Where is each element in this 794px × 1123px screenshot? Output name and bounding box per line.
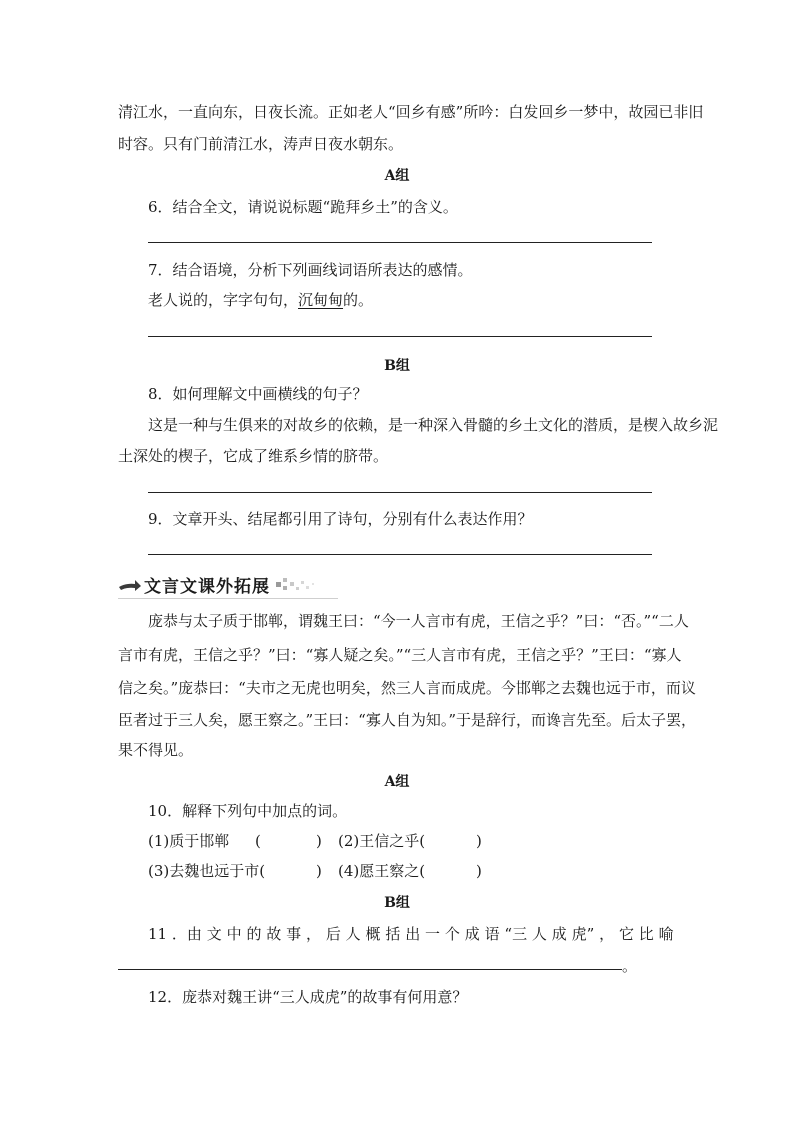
passage-line-4: 臣者过于三人矣，愿王察之。”王曰：“寡人自为知。”于是辞行，而谗言先至。后太子罢，	[118, 711, 697, 729]
q10-item-1: (1)质于邯郸	[148, 832, 230, 850]
intro-line-1: 清江水，一直向东，日夜长流。正如老人“回乡有感”所吟：白发回乡一梦中，故园已非旧	[118, 103, 704, 121]
q11-char: 虎”	[571, 925, 595, 943]
q11-char: ，	[305, 925, 321, 943]
answer-line-8[interactable]	[148, 492, 652, 493]
q11-end-mark: 。	[622, 957, 638, 975]
q11-char: ．由	[171, 925, 202, 943]
answer-line-9[interactable]	[148, 554, 652, 555]
group-b-heading: B组	[384, 358, 410, 374]
arrow-icon	[118, 572, 142, 596]
question-7: 7．结合语境，分析下列画线词语所表达的感情。	[148, 261, 473, 279]
q11-char: 人	[345, 925, 361, 943]
question-6: 6．结合全文，请说说标题“跪拜乡土”的含义。	[148, 198, 458, 216]
q10-blank-4-close: )	[476, 862, 482, 880]
q11-char: 人	[531, 925, 547, 943]
q11-char: 喻	[658, 925, 674, 943]
section-banner	[118, 572, 322, 596]
q11-char: 一	[425, 925, 441, 943]
quote-text: 老人说的，字字句句，	[148, 291, 299, 309]
q11-char: 的	[246, 925, 262, 943]
q10-blank-1-open[interactable]: (	[255, 832, 261, 850]
q11-char: 它	[618, 925, 634, 943]
q11-char: 成	[464, 925, 480, 943]
q11-char: 比	[638, 925, 654, 943]
intro-line-2: 时容。只有门前清江水，涛声日夜水朝东。	[118, 135, 404, 153]
question-8: 8．如何理解文中画横线的句子？	[148, 385, 368, 403]
q10-item-2[interactable]: (2)王信之乎(	[338, 832, 426, 850]
answer-line-7[interactable]	[148, 336, 652, 337]
passage-line-5: 果不得见。	[118, 741, 194, 759]
q11-char: 出	[405, 925, 421, 943]
answer-line-11[interactable]	[118, 969, 622, 970]
q10-blank-2-close: )	[476, 832, 482, 850]
underlined-word: 沉甸甸	[298, 291, 344, 309]
question-7-quote	[148, 290, 373, 310]
q11-char: “三	[504, 925, 528, 943]
question-12: 12．庞恭对魏王讲“三人成虎”的故事有何用意？	[148, 988, 468, 1006]
answer-line-6[interactable]	[148, 242, 652, 243]
q11-char: 文	[206, 925, 222, 943]
pixel-decoration-icon	[274, 572, 322, 596]
q11-char: 故	[266, 925, 282, 943]
group-b-heading-2: B组	[384, 895, 410, 911]
q8-quote-line-2: 土深处的楔子，它成了维系乡情的脐带。	[118, 447, 389, 465]
q11-char: 个	[444, 925, 460, 943]
q10-item-4[interactable]: (4)愿王察之(	[338, 862, 426, 880]
q11-char: ，	[599, 925, 615, 943]
passage-line-1: 庞恭与太子质于邯郸，谓魏王曰：“今一人言市有虎，王信之乎？”曰：“否。”“二人	[148, 612, 689, 630]
q11-char: 括	[385, 925, 401, 943]
quote-end: 的。	[343, 291, 374, 309]
passage-line-3: 信之矣。”庞恭曰：“夫市之无虎也明矣，然三人言而成虎。今邯郸之去魏也远于市，而议	[118, 679, 696, 697]
q11-char: 后	[325, 925, 341, 943]
q10-blank-1-close: )	[316, 832, 322, 850]
passage-line-2: 言市有虎，王信之乎？”曰：“寡人疑之矣。”“三人言市有虎，王信之乎？”王曰：“寡人	[118, 646, 682, 664]
section-title: 文言文课外拓展	[144, 576, 270, 597]
q11-char: 成	[551, 925, 567, 943]
q11-char: 事	[286, 925, 302, 943]
q10-blank-3-close: )	[316, 862, 322, 880]
q11-char: 语	[484, 925, 500, 943]
banner-underline	[118, 598, 338, 599]
q11-char: 11	[148, 925, 168, 943]
question-10: 10．解释下列句中加点的词。	[148, 802, 348, 820]
q10-item-3[interactable]: (3)去魏也远于市(	[148, 862, 266, 880]
q11-char: 概	[365, 925, 381, 943]
q11-char: 中	[226, 925, 242, 943]
q8-quote-line-1: 这是一种与生俱来的对故乡的依赖，是一种深入骨髓的乡土文化的潜质，是楔入故乡泥	[148, 416, 719, 434]
group-a-heading: A组	[384, 168, 410, 184]
group-a-heading-2: A组	[384, 774, 410, 790]
question-11	[148, 924, 674, 944]
question-9: 9．文章开头、结尾都引用了诗句，分别有什么表达作用？	[148, 510, 533, 528]
